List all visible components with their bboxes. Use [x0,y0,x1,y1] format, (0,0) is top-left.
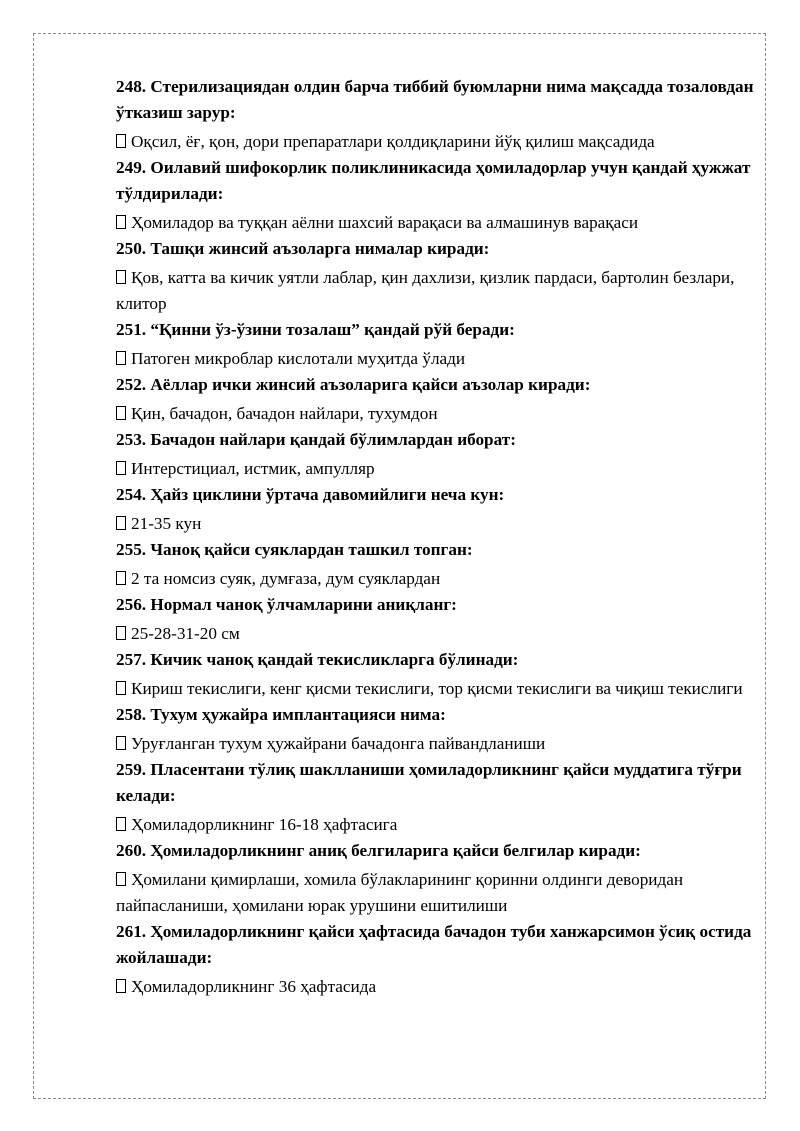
answer-line [116,971,756,1000]
answer-text: Уруғланган тухум ҳужайрани бачадонга пайвандланиши [131,734,546,753]
answer-line [116,809,756,838]
answer-text: 25-28-31-20 см [131,624,240,643]
qa-item [116,757,756,838]
question-text: 253. Бачадон найлари қандай бўлимлардан иборат: [116,430,516,449]
answer-marker-icon [116,872,126,886]
question-text: 252. Аёллар ички жинсий аъзоларига қайси аъзолар киради: [116,375,591,394]
qa-item [116,702,756,757]
question-text: 260. Ҳомиладорликнинг аниқ белгиларига қайси белгилар киради: [116,841,641,860]
question-text: 257. Кичик чаноқ қандай текисликларга бўлинади: [116,650,519,669]
qa-item [116,372,756,427]
answer-text: Қин, бачадон, бачадон найлари, тухумдон [131,404,438,423]
question-text: 251. “Қинни ўз-ўзини тозалаш” қандай рўй беради: [116,320,515,339]
question-text: 261. Ҳомиладорликнинг қайси ҳафтасида бачадон туби ханжарсимон ўсиқ остида жойлашади: [116,922,752,967]
answer-line [116,508,756,537]
answer-line [116,262,756,317]
answer-text: Қов, катта ва кичик уятли лаблар, қин дахлизи, қизлик пардаси, бартолин безлари, клитор [116,268,735,313]
answer-marker-icon [116,516,126,530]
answer-line [116,207,756,236]
qa-item [116,236,756,317]
answer-text: Ҳомилани қимирлаши, хомила бўлакларининг қоринни олдинги деворидан пайпасланиши, ҳомилани юрак урушини ешитилиши [116,870,684,915]
qa-item [116,74,756,155]
answer-marker-icon [116,461,126,475]
answer-marker-icon [116,626,126,640]
answer-line [116,343,756,372]
answer-text: 21-35 кун [131,514,202,533]
answer-marker-icon [116,817,126,831]
question-text: 248. Стерилизациядан олдин барча тиббий буюмларни нима мақсадда тозаловдан ўтказиш зарур: [116,77,754,122]
answer-line [116,126,756,155]
document-body [116,74,756,1000]
qa-item [116,482,756,537]
qa-item [116,919,756,1000]
answer-text: Патоген микроблар кислотали муҳитда ўлади [131,349,466,368]
answer-text: Интерстициал, истмик, ампулляр [131,459,375,478]
question-text: 256. Нормал чаноқ ўлчамларини аниқланг: [116,595,457,614]
answer-marker-icon [116,406,126,420]
question-text: 255. Чаноқ қайси суяклардан ташкил топган: [116,540,473,559]
question-text: 249. Оилавий шифокорлик поликлиникасида ҳомиладорлар учун қандай ҳужжат тўлдирилади: [116,158,751,203]
answer-marker-icon [116,351,126,365]
qa-item [116,838,756,919]
answer-marker-icon [116,681,126,695]
answer-line [116,453,756,482]
answer-line [116,864,756,919]
answer-text: 2 та номсиз суяк, думғаза, дум суяклардан [131,569,441,588]
answer-marker-icon [116,215,126,229]
question-text: 250. Ташқи жинсий аъзоларга нималар киради: [116,239,490,258]
qa-item [116,427,756,482]
qa-item [116,592,756,647]
answer-text: Ҳомиладорликнинг 36 ҳафтасида [131,977,377,996]
answer-marker-icon [116,270,126,284]
answer-marker-icon [116,134,126,148]
answer-text: Оқсил, ёғ, қон, дори препаратлари қолдиқларини йўқ қилиш мақсадида [131,132,655,151]
qa-item [116,155,756,236]
question-text: 254. Ҳайз циклини ўртача давомийлиги неча кун: [116,485,505,504]
qa-item [116,537,756,592]
answer-marker-icon [116,979,126,993]
question-text: 258. Тухум ҳужайра имплантацияси нима: [116,705,446,724]
answer-line [116,618,756,647]
answer-line [116,673,756,702]
answer-text: Ҳомиладор ва туққан аёлни шахсий варақаси ва алмашинув варақаси [131,213,639,232]
answer-line [116,398,756,427]
qa-item [116,647,756,702]
answer-marker-icon [116,736,126,750]
answer-text: Кириш текислиги, кенг қисми текислиги, тор қисми текислиги ва чиқиш текислиги [131,679,743,698]
answer-line [116,728,756,757]
answer-marker-icon [116,571,126,585]
answer-line [116,563,756,592]
question-text: 259. Пласентани тўлиқ шаклланиши ҳомиладорликнинг қайси муддатига тўғри келади: [116,760,742,805]
answer-text: Ҳомиладорликнинг 16-18 ҳафтасига [131,815,398,834]
qa-item [116,317,756,372]
